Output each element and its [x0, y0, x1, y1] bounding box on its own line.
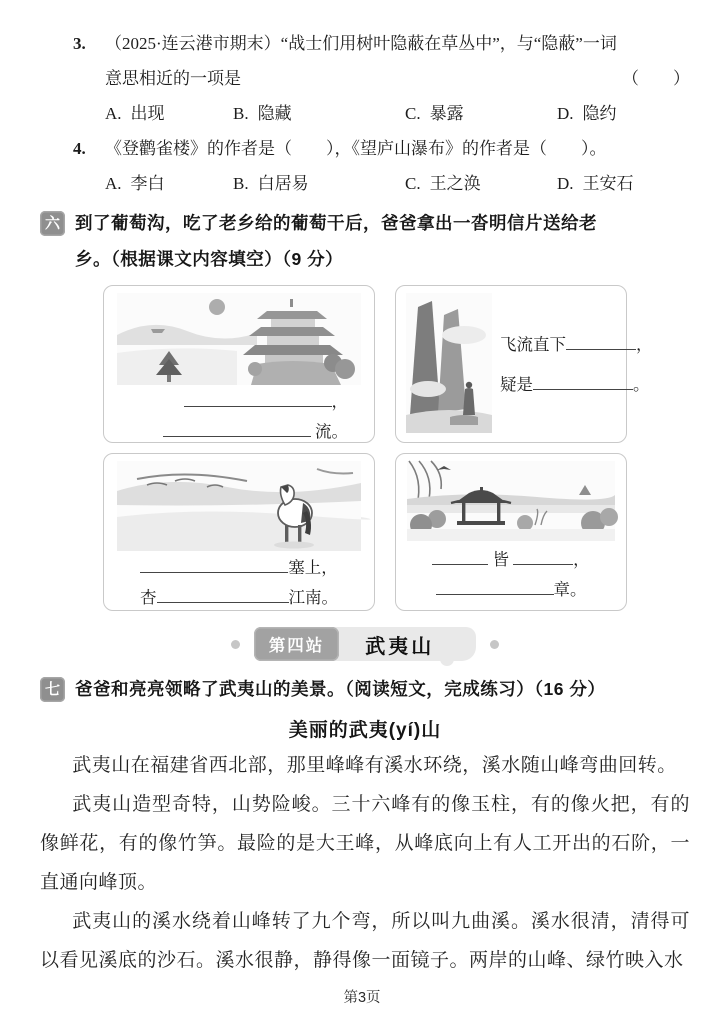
answer-blank	[140, 559, 288, 573]
section-7-badge: 七	[40, 677, 65, 702]
section-7	[40, 671, 690, 707]
option-label: B.	[233, 174, 249, 193]
postcard-2-fill-lines	[492, 293, 653, 436]
fill-line	[114, 417, 348, 447]
postcard-jiangnan-pavilion	[395, 453, 627, 611]
option-label: C.	[405, 174, 421, 193]
fill-text: ，	[573, 550, 590, 569]
fill-line	[500, 330, 653, 360]
question-4-option-c	[405, 166, 557, 201]
postcard-stork-tower	[103, 285, 375, 443]
fill-text: ，	[636, 334, 653, 354]
answer-blank	[432, 551, 488, 565]
fill-text: 章。	[553, 580, 587, 599]
fill-line	[114, 583, 364, 613]
question-3-options	[105, 96, 690, 131]
section-6-stem-line-1: 到了葡萄沟，吃了老乡给的葡萄干后，爸爸拿出一沓明信片送给老	[75, 213, 597, 233]
option-text: 王安石	[582, 174, 634, 193]
station-badge: 第四站	[254, 627, 340, 661]
fill-line	[114, 387, 348, 417]
section-6-badge: 六	[40, 211, 65, 236]
option-text: 王之涣	[429, 174, 481, 193]
question-4-option-d	[557, 166, 690, 201]
fill-text: 江南。	[288, 588, 338, 607]
answer-blank	[163, 423, 311, 437]
question-3-stem-line-2	[105, 61, 690, 96]
answer-blank	[513, 551, 573, 565]
question-3-option-d	[557, 96, 690, 131]
postcard-4-fill-lines	[406, 545, 616, 605]
section-6	[40, 205, 690, 277]
postcard-lushan-waterfall	[395, 285, 653, 443]
question-3-stem-line-1: （2025·连云港市期末）“战士们用树叶隐蔽在草丛中”，与“隐蔽”一词	[105, 34, 617, 53]
page-number: 第3页	[343, 990, 381, 1006]
question-4	[40, 131, 690, 201]
postcard-grid	[103, 285, 653, 611]
option-label: A.	[105, 174, 122, 193]
question-4-stem: 《登鹳雀楼》的作者是（ ），《望庐山瀑布》的作者是（ ）。	[105, 139, 607, 158]
station-banner-row	[40, 627, 690, 661]
decor-dot-right	[490, 640, 499, 649]
pavilion-ink-illustration	[407, 461, 615, 541]
fill-line	[500, 370, 653, 400]
postcard-3-fill-lines	[114, 553, 364, 613]
question-3-stem-text: 意思相近的一项是	[105, 69, 241, 88]
question-4-number: 4.	[73, 139, 86, 158]
postcard-saishang-horse	[103, 453, 375, 611]
fill-text: 。	[633, 374, 650, 394]
postcard-1-fill-lines	[114, 387, 364, 447]
waterfall-ink-illustration	[406, 293, 492, 433]
fill-line	[406, 575, 616, 605]
passage-paragraph-2: 武夷山造型奇特，山势险峻。三十六峰有的像玉柱，有的像火把，有的像鲜花，有的像竹笋。最险的是大王峰，从峰底向上有人工开出的石阶，一直通向峰顶。	[40, 794, 690, 893]
question-4-options	[105, 166, 690, 201]
question-3-option-a	[105, 96, 233, 131]
answer-blank	[533, 375, 633, 389]
fill-text: ，	[331, 392, 348, 411]
fill-line	[114, 553, 364, 583]
answer-blank	[436, 581, 554, 595]
option-text: 李白	[130, 174, 165, 193]
fill-text: 皆	[488, 550, 514, 569]
option-text: 隐藏	[257, 104, 292, 123]
question-3-option-c	[405, 96, 557, 131]
option-label: A.	[105, 104, 122, 123]
section-7-stem: 爸爸和亮亮领略了武夷山的美景。（阅读短文，完成练习）（16 分）	[75, 679, 606, 699]
option-text: 隐约	[582, 104, 617, 123]
passage-title: 美丽的武夷(yí)山	[288, 720, 442, 741]
question-4-option-b	[233, 166, 405, 201]
stork-tower-ink-illustration	[117, 293, 361, 385]
reading-passage	[40, 715, 690, 980]
question-3-answer-bracket: （ ）	[622, 69, 690, 88]
option-label: D.	[557, 174, 574, 193]
question-3-option-b	[233, 96, 405, 131]
fill-text: 杏	[140, 588, 157, 607]
fill-text: 塞上，	[288, 558, 338, 577]
passage-paragraph-3: 武夷山的溪水绕着山峰转了九个弯，所以叫九曲溪。溪水很清，清得可以看见溪底的沙石。溪水很静，静得像一面镜子。两岸的山峰、绿竹映入水	[40, 911, 690, 971]
horse-ink-illustration	[117, 461, 361, 551]
fill-text: 流。	[310, 422, 348, 441]
fill-text: 疑是	[500, 374, 533, 394]
fill-text: 飞流直下	[500, 334, 566, 354]
section-6-stem-line-2: 乡。（根据课文内容填空）（9 分）	[75, 249, 344, 269]
answer-blank	[566, 335, 636, 349]
answer-blank	[184, 393, 332, 407]
question-4-option-a	[105, 166, 233, 201]
option-label: D.	[557, 104, 574, 123]
station-banner	[254, 627, 477, 661]
fill-line	[406, 545, 616, 575]
passage-paragraph-1: 武夷山在福建省西北部，那里峰峰有溪水环绕，溪水随山峰弯曲回转。	[72, 755, 677, 776]
question-3-number: 3.	[73, 34, 86, 53]
station-title: 武夷山	[365, 635, 435, 658]
option-text: 出现	[130, 104, 165, 123]
question-3	[40, 26, 690, 131]
option-label: C.	[405, 104, 421, 123]
option-text: 白居易	[257, 174, 309, 193]
answer-blank	[157, 589, 289, 603]
option-label: B.	[233, 104, 249, 123]
option-text: 暴露	[429, 104, 464, 123]
decor-dot-left	[231, 640, 240, 649]
